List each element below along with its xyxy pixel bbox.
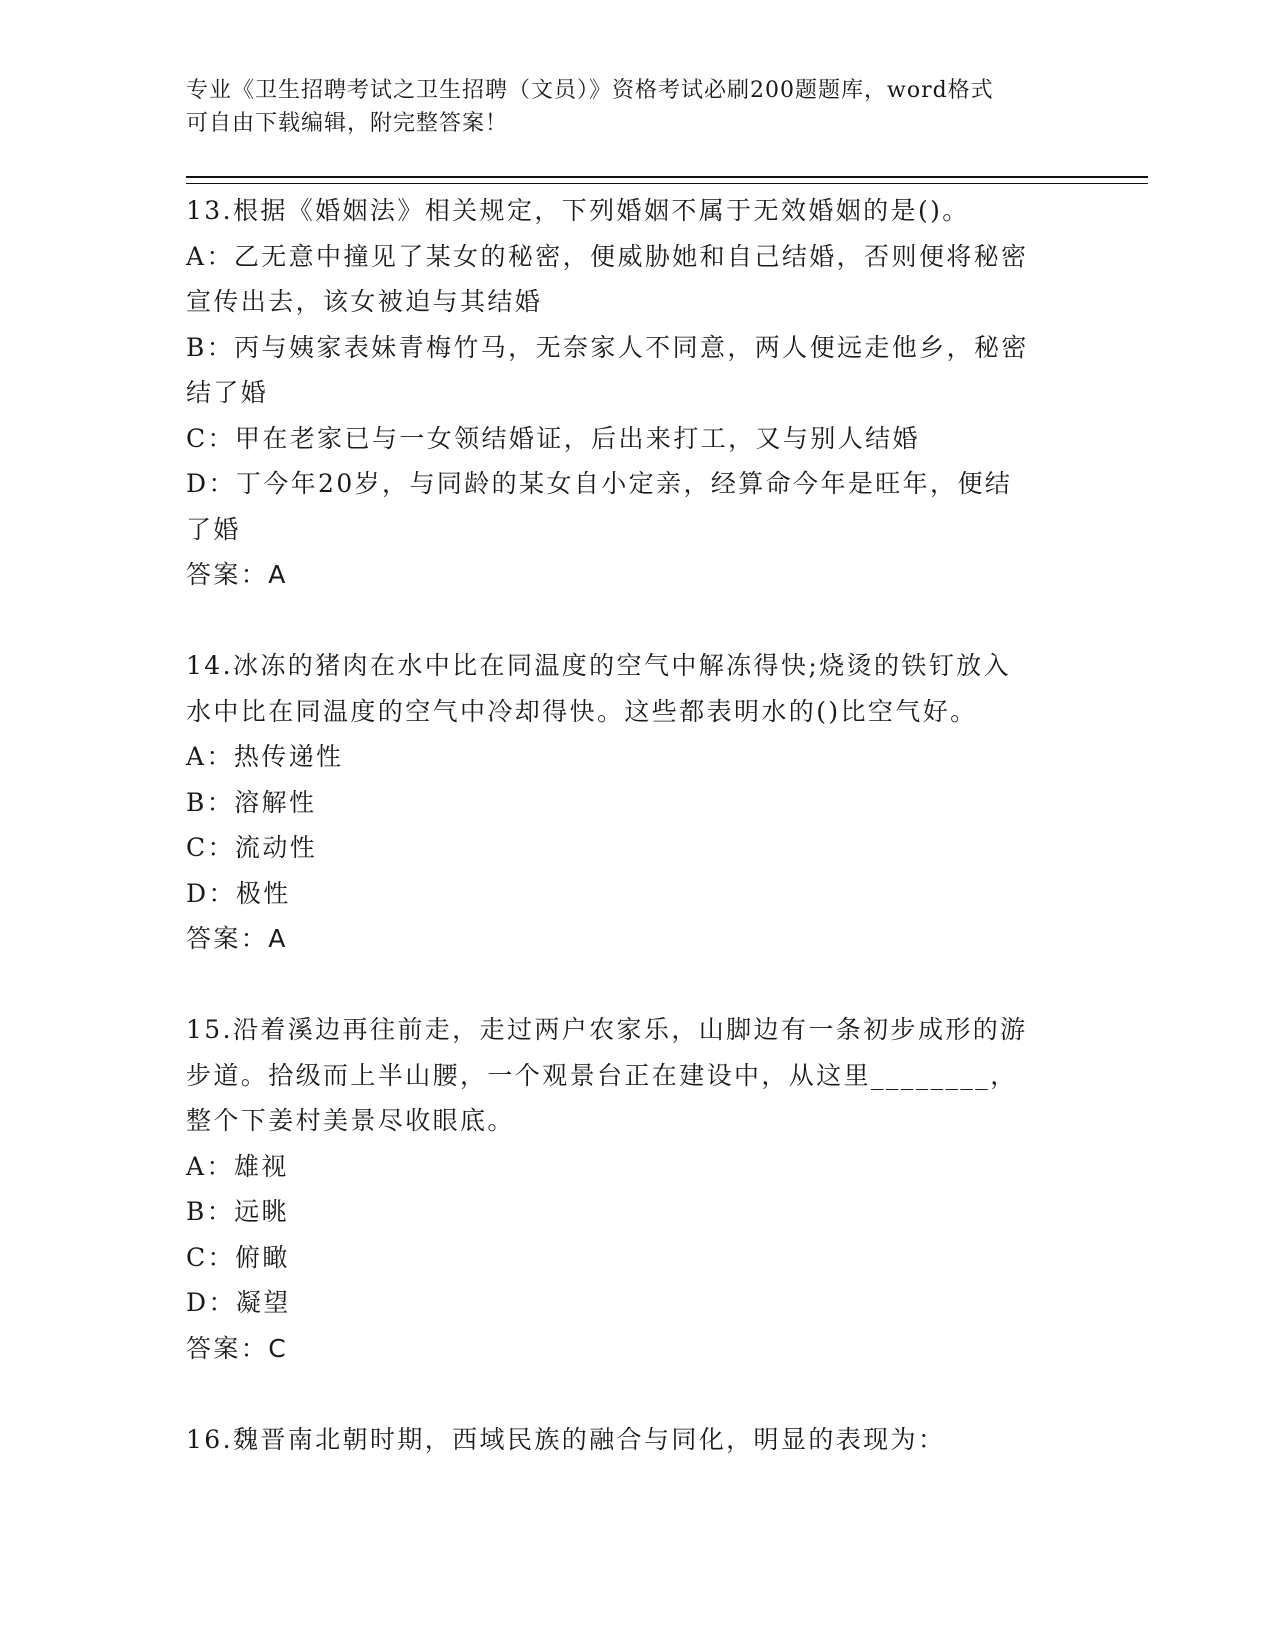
answer-line: 答案：A (186, 924, 288, 953)
option-b: B：丙与姨家表妹青梅竹马，无奈家人不同意，两人便远走他乡，秘密 (186, 332, 1029, 362)
option-d-cont: 了婚 (186, 514, 241, 544)
header-rule-thin (186, 183, 1148, 184)
question-13 (186, 188, 1076, 598)
question-spacer (186, 598, 1076, 644)
option-a: A：乙无意中撞见了某女的秘密，便威胁她和自己结婚，否则便将秘密 (186, 241, 1029, 271)
option-b: B：溶解性 (186, 787, 317, 817)
option-a: A：雄视 (186, 1151, 289, 1181)
document-header (186, 74, 1066, 140)
question-stem: 16.魏晋南北朝时期，西域民族的融合与同化，明显的表现为： (186, 1424, 946, 1454)
question-spacer (186, 962, 1076, 1008)
question-14 (186, 643, 1076, 962)
header-line-1: 专业《卫生招聘考试之卫生招聘（文员）》资格考试必刷200题题库，word格式 (186, 78, 994, 103)
question-stem-cont: 步道。拾级而上半山腰，一个观景台正在建设中，从这里________， (186, 1060, 1018, 1090)
question-list (186, 188, 1076, 1462)
question-stem: 14.冰冻的猪肉在水中比在同温度的空气中解冻得快;烧烫的铁钉放入 (186, 651, 1011, 680)
answer-line: 答案：C (186, 1333, 289, 1363)
answer-line: 答案：A (186, 560, 288, 589)
question-16 (186, 1417, 1076, 1463)
option-d: D：丁今年20岁，与同龄的某女自小定亲，经算命今年是旺年，便结 (186, 469, 1013, 498)
option-d: D：凝望 (186, 1288, 291, 1317)
question-stem: 13.根据《婚姻法》相关规定，下列婚姻不属于无效婚姻的是()。 (186, 196, 970, 225)
option-b: B：远眺 (186, 1197, 289, 1226)
question-stem-cont: 水中比在同温度的空气中冷却得快。这些都表明水的()比空气好。 (186, 696, 978, 726)
question-stem: 15.沿着溪边再往前走，走过两户农家乐，山脚边有一条初步成形的游 (186, 1015, 1028, 1044)
question-spacer (186, 1371, 1076, 1417)
question-stem-cont: 整个下姜村美景尽收眼底。 (186, 1106, 515, 1135)
option-d: D：极性 (186, 878, 291, 908)
option-a-cont: 宣传出去，该女被迫与其结婚 (186, 287, 543, 316)
option-c: C：俯瞰 (186, 1242, 290, 1272)
question-15 (186, 1007, 1076, 1371)
header-line-2: 可自由下载编辑，附完整答案！ (186, 111, 509, 136)
option-c: C：流动性 (186, 833, 318, 862)
option-b-cont: 结了婚 (186, 378, 269, 407)
option-c: C：甲在老家已与一女领结婚证，后出来打工，又与别人结婚 (186, 423, 920, 453)
header-rule-thick (186, 176, 1148, 178)
option-a: A：热传递性 (186, 742, 344, 771)
